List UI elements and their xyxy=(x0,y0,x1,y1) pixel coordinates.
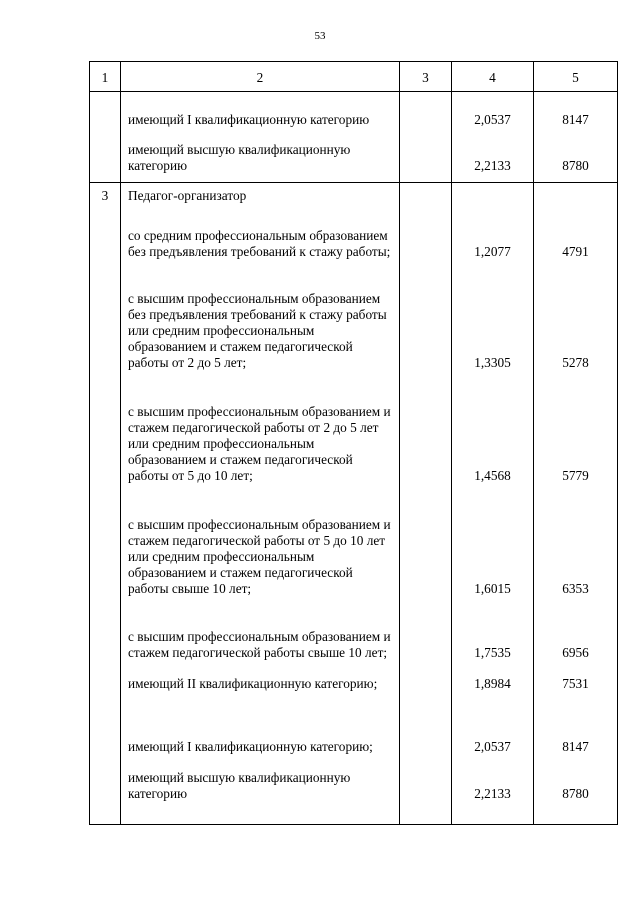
entry-text: с высшим профессиональным образованием и стажем педагогической работы от 5 до 10 лет или средним профессиональным образованием и стажем педагогической работы свыше 10 лет; xyxy=(128,517,391,596)
header-cell: 2 xyxy=(121,62,400,92)
salary-value: 8147 xyxy=(562,739,589,754)
salary-value: 8147 xyxy=(562,112,589,127)
row-number: 3 xyxy=(90,183,121,825)
empty-cell xyxy=(400,92,452,183)
header-cell: 3 xyxy=(400,62,452,92)
salary-value: 5779 xyxy=(562,468,589,483)
description-cell xyxy=(121,92,400,183)
entry-text: имеющий I квалификационную категорию; xyxy=(128,739,373,754)
entry-text: с высшим профессиональным образованием и стажем педагогической работы от 2 до 5 лет или средним профессиональным образованием и стажем педагогической работы от 5 до 10 лет; xyxy=(128,404,391,483)
coefficient-cell xyxy=(452,92,534,183)
salary-value: 7531 xyxy=(562,676,589,691)
entry-text: имеющий II квалификационную категорию; xyxy=(128,676,378,691)
table-row-continuation xyxy=(90,92,618,183)
table-header-row xyxy=(90,62,618,92)
coefficient-value: 1,7535 xyxy=(474,645,511,660)
salary-cell xyxy=(534,92,618,183)
salary-value: 6353 xyxy=(562,581,589,596)
description-cell xyxy=(121,183,400,825)
salary-value: 8780 xyxy=(562,158,589,173)
coefficient-value: 2,0537 xyxy=(474,739,511,754)
entry-text: с высшим профессиональным образованием и стажем педагогической работы свыше 10 лет; xyxy=(128,629,391,660)
entry-text: имеющий высшую квалификационную категорию xyxy=(128,770,351,801)
coefficient-value: 2,0537 xyxy=(474,112,511,127)
salary-cell xyxy=(534,183,618,825)
coefficient-value: 1,6015 xyxy=(474,581,511,596)
row-number-cell xyxy=(90,92,121,183)
salary-value: 5278 xyxy=(562,355,589,370)
empty-cell xyxy=(400,183,452,825)
position-title: Педагог-организатор xyxy=(128,188,247,203)
coefficient-value: 1,8984 xyxy=(474,676,511,691)
salary-table xyxy=(89,61,618,825)
salary-value: 8780 xyxy=(562,786,589,801)
page-number: 53 xyxy=(314,30,326,42)
coefficient-value: 1,2077 xyxy=(474,244,511,259)
coefficient-cell xyxy=(452,183,534,825)
header-cell: 5 xyxy=(534,62,618,92)
header-cell: 4 xyxy=(452,62,534,92)
coefficient-value: 1,3305 xyxy=(474,355,511,370)
table-row-3 xyxy=(90,183,618,825)
header-cell: 1 xyxy=(90,62,121,92)
salary-value: 4791 xyxy=(562,244,589,259)
coefficient-value: 1,4568 xyxy=(474,468,511,483)
coefficient-value: 2,2133 xyxy=(474,158,511,173)
entry-text: со средним профессиональным образованием без предъявления требований к стажу работы; xyxy=(128,228,391,259)
coefficient-value: 2,2133 xyxy=(474,786,511,801)
salary-value: 6956 xyxy=(562,645,589,660)
entry-text: имеющий высшую квалификационную категорию xyxy=(128,142,351,173)
entry-text: имеющий I квалификационную категорию xyxy=(128,112,370,127)
entry-text: с высшим профессиональным образованием без предъявления требований к стажу работы или средним профессиональным образованием и стажем педагогической работы от 2 до 5 лет; xyxy=(128,291,387,370)
